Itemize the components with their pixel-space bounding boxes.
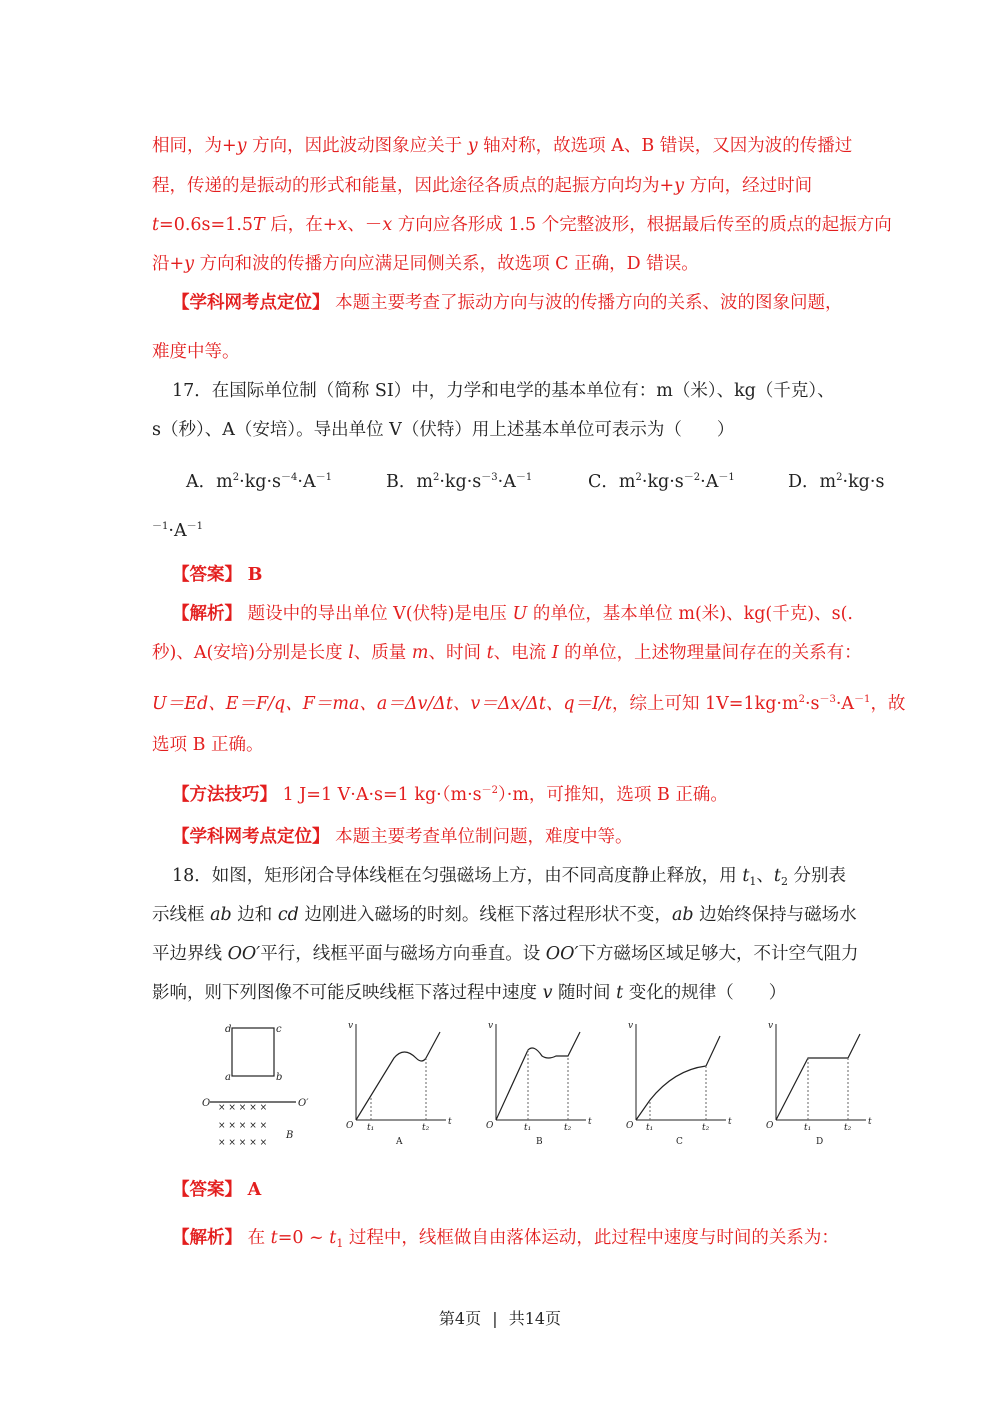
label-o-prime: O′: [298, 1098, 309, 1109]
text: ）·m，可推知，选项 B 正确。: [498, 785, 728, 805]
var: y: [674, 176, 685, 196]
sup: －2: [481, 785, 499, 796]
sup: －3: [481, 472, 498, 483]
var: I: [551, 643, 559, 663]
q17-option-c: [588, 466, 735, 494]
analysis-label: 【解析】: [172, 1228, 242, 1248]
var: OO′: [227, 944, 261, 964]
text: ·A: [700, 472, 719, 492]
text: 过程中，线框做自由落体运动，此过程中速度与时间的关系为：: [343, 1228, 839, 1248]
var: l: [348, 643, 354, 663]
label-v: v: [628, 1021, 634, 1031]
var: t: [742, 866, 750, 886]
label-v: v: [348, 1021, 354, 1031]
sup: －1: [152, 521, 169, 532]
text: 边始终保持与磁场水: [693, 905, 857, 925]
q18-figure: [196, 1018, 896, 1153]
graph-label: D: [816, 1137, 824, 1147]
text: 下方磁场区域足够大，不计空气阻力: [578, 944, 859, 964]
text: 秒)、A(安培)分别是长度: [152, 643, 349, 663]
sup: －2: [683, 472, 701, 483]
text: 变化的规律（ ）: [623, 983, 787, 1003]
field-crosses: [218, 1103, 267, 1148]
graph-label: C: [676, 1137, 683, 1147]
text: 平边界线: [152, 944, 228, 964]
sub: 2: [780, 875, 788, 888]
svg-text:× × × × ×: × × × × ×: [218, 1138, 268, 1148]
curve: [356, 1032, 440, 1120]
text: ，故: [870, 694, 906, 714]
q18-stem-3: [152, 942, 858, 966]
corner-b: b: [276, 1072, 283, 1083]
text: 平行，线框平面与磁场方向垂直。设: [260, 944, 546, 964]
label-t: t: [868, 1117, 872, 1127]
var: y: [467, 136, 478, 156]
text: =0.6s=1.5: [159, 215, 254, 235]
sub: 1: [749, 875, 757, 888]
answer-label: 【答案】: [172, 565, 242, 585]
graph-label: A: [396, 1137, 403, 1147]
keypoint-label: 【学科网考点定位】: [172, 293, 330, 313]
keypoint-label: 【学科网考点定位】: [172, 827, 330, 847]
sub: 1: [336, 1237, 344, 1250]
text: 1 J=1 V·A·s=1 kg·（m·s: [277, 785, 482, 805]
method-label: 【方法技巧】: [172, 785, 277, 805]
text: 轴对称，故选项 A、B 错误，又因为波的传播过: [477, 136, 853, 156]
sup: －4: [281, 472, 298, 483]
q18-analysis-1: [172, 1226, 839, 1256]
text: 、电流: [493, 643, 552, 663]
corner-a: a: [225, 1072, 231, 1083]
text: 影响，则下列图像不可能反映线框下落过程中速度: [152, 983, 543, 1003]
label-t2: t₂: [702, 1123, 710, 1133]
text: ，综上可知 1V=1kg·m: [611, 694, 799, 714]
q17-option-d: [788, 466, 884, 494]
text: m: [618, 472, 636, 492]
sup: －3: [819, 694, 836, 705]
q17-method: [172, 779, 728, 807]
var: y: [236, 136, 247, 156]
text: 分别表: [787, 866, 847, 886]
prev-keypoint-2: [152, 340, 240, 364]
text: ·A: [168, 521, 187, 541]
sup: 2: [836, 472, 843, 483]
q17-analysis-4: 选项 B 正确。: [152, 735, 264, 755]
text: ·kg·s: [439, 472, 482, 492]
svg-text:× × × × ×: × × × × ×: [218, 1103, 268, 1113]
var: t: [152, 215, 160, 235]
var: cd: [277, 905, 299, 925]
text: 随时间: [552, 983, 617, 1003]
graph-b: [486, 1021, 592, 1147]
curve: [636, 1036, 720, 1120]
wire-frame: [232, 1028, 274, 1076]
text: 方向，经过时间: [684, 176, 813, 196]
curve: [776, 1034, 860, 1120]
prev-keypoint: [172, 291, 843, 315]
corner-c: c: [276, 1024, 282, 1035]
sup: 2: [635, 472, 642, 483]
analysis-label: 【解析】: [172, 604, 242, 624]
text: ·s: [804, 694, 820, 714]
label-t: t: [728, 1117, 732, 1127]
page-number: 第4页: [438, 1309, 482, 1328]
q17-option-b: [386, 466, 532, 494]
q17-stem-1: 17．在国际单位制（简称 SI）中，力学和电学的基本单位有：m（米）、kg（千克）、: [172, 381, 835, 401]
answer-label: 【答案】: [172, 1180, 242, 1200]
text: 、质量: [353, 643, 412, 663]
text: ·kg·s: [842, 472, 885, 492]
option-label: A．: [186, 472, 217, 492]
q17-keypoint: [172, 825, 633, 849]
var: x: [337, 215, 348, 235]
q18-stem-1: [172, 864, 846, 894]
var: t: [773, 866, 781, 886]
page-total: 共14页: [508, 1309, 562, 1328]
var: t: [270, 1228, 278, 1248]
answer-value: B: [247, 565, 263, 585]
var: OO′: [545, 944, 579, 964]
prev-line-4: [152, 252, 699, 276]
text: 在: [242, 1228, 271, 1248]
q17-answer: [172, 563, 262, 587]
q18-stem-2: [152, 903, 857, 927]
text: m: [216, 472, 233, 492]
label-origin: O: [346, 1121, 354, 1131]
label-origin: O: [766, 1121, 774, 1131]
var: y: [184, 254, 195, 274]
var: t: [616, 983, 624, 1003]
text: 相同，为+: [152, 136, 237, 156]
keypoint-text: 本题主要考查了振动方向与波的传播方向的关系、波的图象问题，: [329, 293, 843, 313]
q18-stem-4: [152, 981, 786, 1005]
label-origin: O: [486, 1121, 494, 1131]
text: 18．如图，矩形闭合导体线框在匀强磁场上方，由不同高度静止释放，用: [172, 866, 743, 886]
separator: |: [492, 1309, 498, 1328]
frame-diagram: [202, 1024, 309, 1148]
sup: －1: [854, 694, 871, 705]
label-t1: t₁: [367, 1123, 375, 1133]
sup: －1: [186, 521, 203, 532]
curve: [496, 1032, 580, 1120]
text: ·A: [835, 694, 855, 714]
graph-a: [346, 1021, 452, 1147]
text: ·kg·s: [641, 472, 684, 492]
label-v: v: [488, 1021, 494, 1031]
text: 、: [756, 866, 774, 886]
label-b: B: [286, 1130, 294, 1141]
label-origin: O: [626, 1121, 634, 1131]
label-t1: t₁: [524, 1123, 532, 1133]
page-footer: [0, 1306, 1000, 1329]
label-t: t: [448, 1117, 452, 1127]
var: v: [542, 983, 553, 1003]
var: m: [411, 643, 429, 663]
var: x: [382, 215, 393, 235]
text: 、时间: [428, 643, 487, 663]
sup: －1: [718, 472, 735, 483]
text: 的单位，上述物理量间存在的关系有：: [558, 643, 862, 663]
label-t: t: [588, 1117, 592, 1127]
graph-c: [626, 1021, 732, 1147]
option-label: D．: [788, 472, 820, 492]
svg-text:× × × × ×: × × × × ×: [218, 1121, 268, 1131]
text: 题设中的导出单位 V(伏特)是电压: [247, 604, 513, 624]
label-t2: t₂: [844, 1123, 852, 1133]
text: =0 ~: [277, 1228, 330, 1248]
q17-analysis-1: [172, 602, 853, 626]
q17-analysis-3: [152, 688, 905, 716]
label-t2: t₂: [422, 1123, 430, 1133]
var: T: [253, 215, 265, 235]
sup: 2: [798, 694, 805, 705]
q17-analysis-2: [152, 641, 862, 665]
answer-value: A: [247, 1180, 262, 1200]
option-label: C．: [588, 472, 619, 492]
text: 方向应各形成 1.5 个完整波形，根据最后传至的质点的起振方向: [392, 215, 892, 235]
formula: U＝Ed、E＝F/q、F＝ma、a＝Δv/Δt、v＝Δx/Δt、q＝I/t: [152, 694, 612, 714]
text: 边和: [231, 905, 278, 925]
corner-d: d: [225, 1024, 232, 1035]
keypoint-text: 本题主要考查单位制问题，难度中等。: [329, 827, 633, 847]
text: ·A: [297, 472, 316, 492]
sup: 2: [432, 472, 440, 483]
text: ·kg·s: [239, 472, 282, 492]
text: 难度中等。: [152, 342, 240, 362]
text: 的单位，基本单位 m(米)、kg(千克)、s(.: [527, 604, 853, 624]
var: t: [329, 1228, 337, 1248]
var: t: [486, 643, 494, 663]
text: 沿+: [152, 254, 185, 274]
text: 方向和波的传播方向应满足同侧关系，故选项 C 正确，D 错误。: [194, 254, 699, 274]
text: 、－: [347, 215, 383, 235]
text: ·A: [497, 472, 516, 492]
var: U: [512, 604, 528, 624]
prev-line-3: [152, 213, 892, 237]
sup: 2: [232, 472, 240, 483]
label-t2: t₂: [564, 1123, 572, 1133]
text: 示线框: [152, 905, 211, 925]
sup: －1: [515, 472, 533, 483]
label-o: O: [202, 1098, 211, 1109]
var: ab: [671, 905, 694, 925]
var: ab: [210, 905, 232, 925]
prev-line-1: [152, 134, 852, 158]
q18-answer: [172, 1178, 261, 1202]
text: m: [416, 472, 433, 492]
q17-stem-2: s（秒）、A（安培）。导出单位 V（伏特）用上述基本单位可表示为（ ）: [152, 420, 735, 440]
label-t1: t₁: [804, 1123, 812, 1133]
text: 边刚进入磁场的时刻。线框下落过程形状不变，: [298, 905, 672, 925]
sup: －1: [315, 472, 332, 483]
label-t1: t₁: [646, 1123, 654, 1133]
text: 后，在+: [264, 215, 338, 235]
q17-option-d-wrap: [152, 515, 203, 543]
graph-label: B: [536, 1137, 543, 1147]
prev-line-2: [152, 174, 812, 198]
text: 程，传递的是振动的形式和能量，因此途径各质点的起振方向均为+: [152, 176, 675, 196]
text: m: [819, 472, 837, 492]
q17-option-a: [186, 466, 332, 494]
label-v: v: [768, 1021, 774, 1031]
text: 方向，因此波动图象应关于: [246, 136, 468, 156]
graph-d: [766, 1021, 872, 1147]
option-label: B．: [386, 472, 417, 492]
